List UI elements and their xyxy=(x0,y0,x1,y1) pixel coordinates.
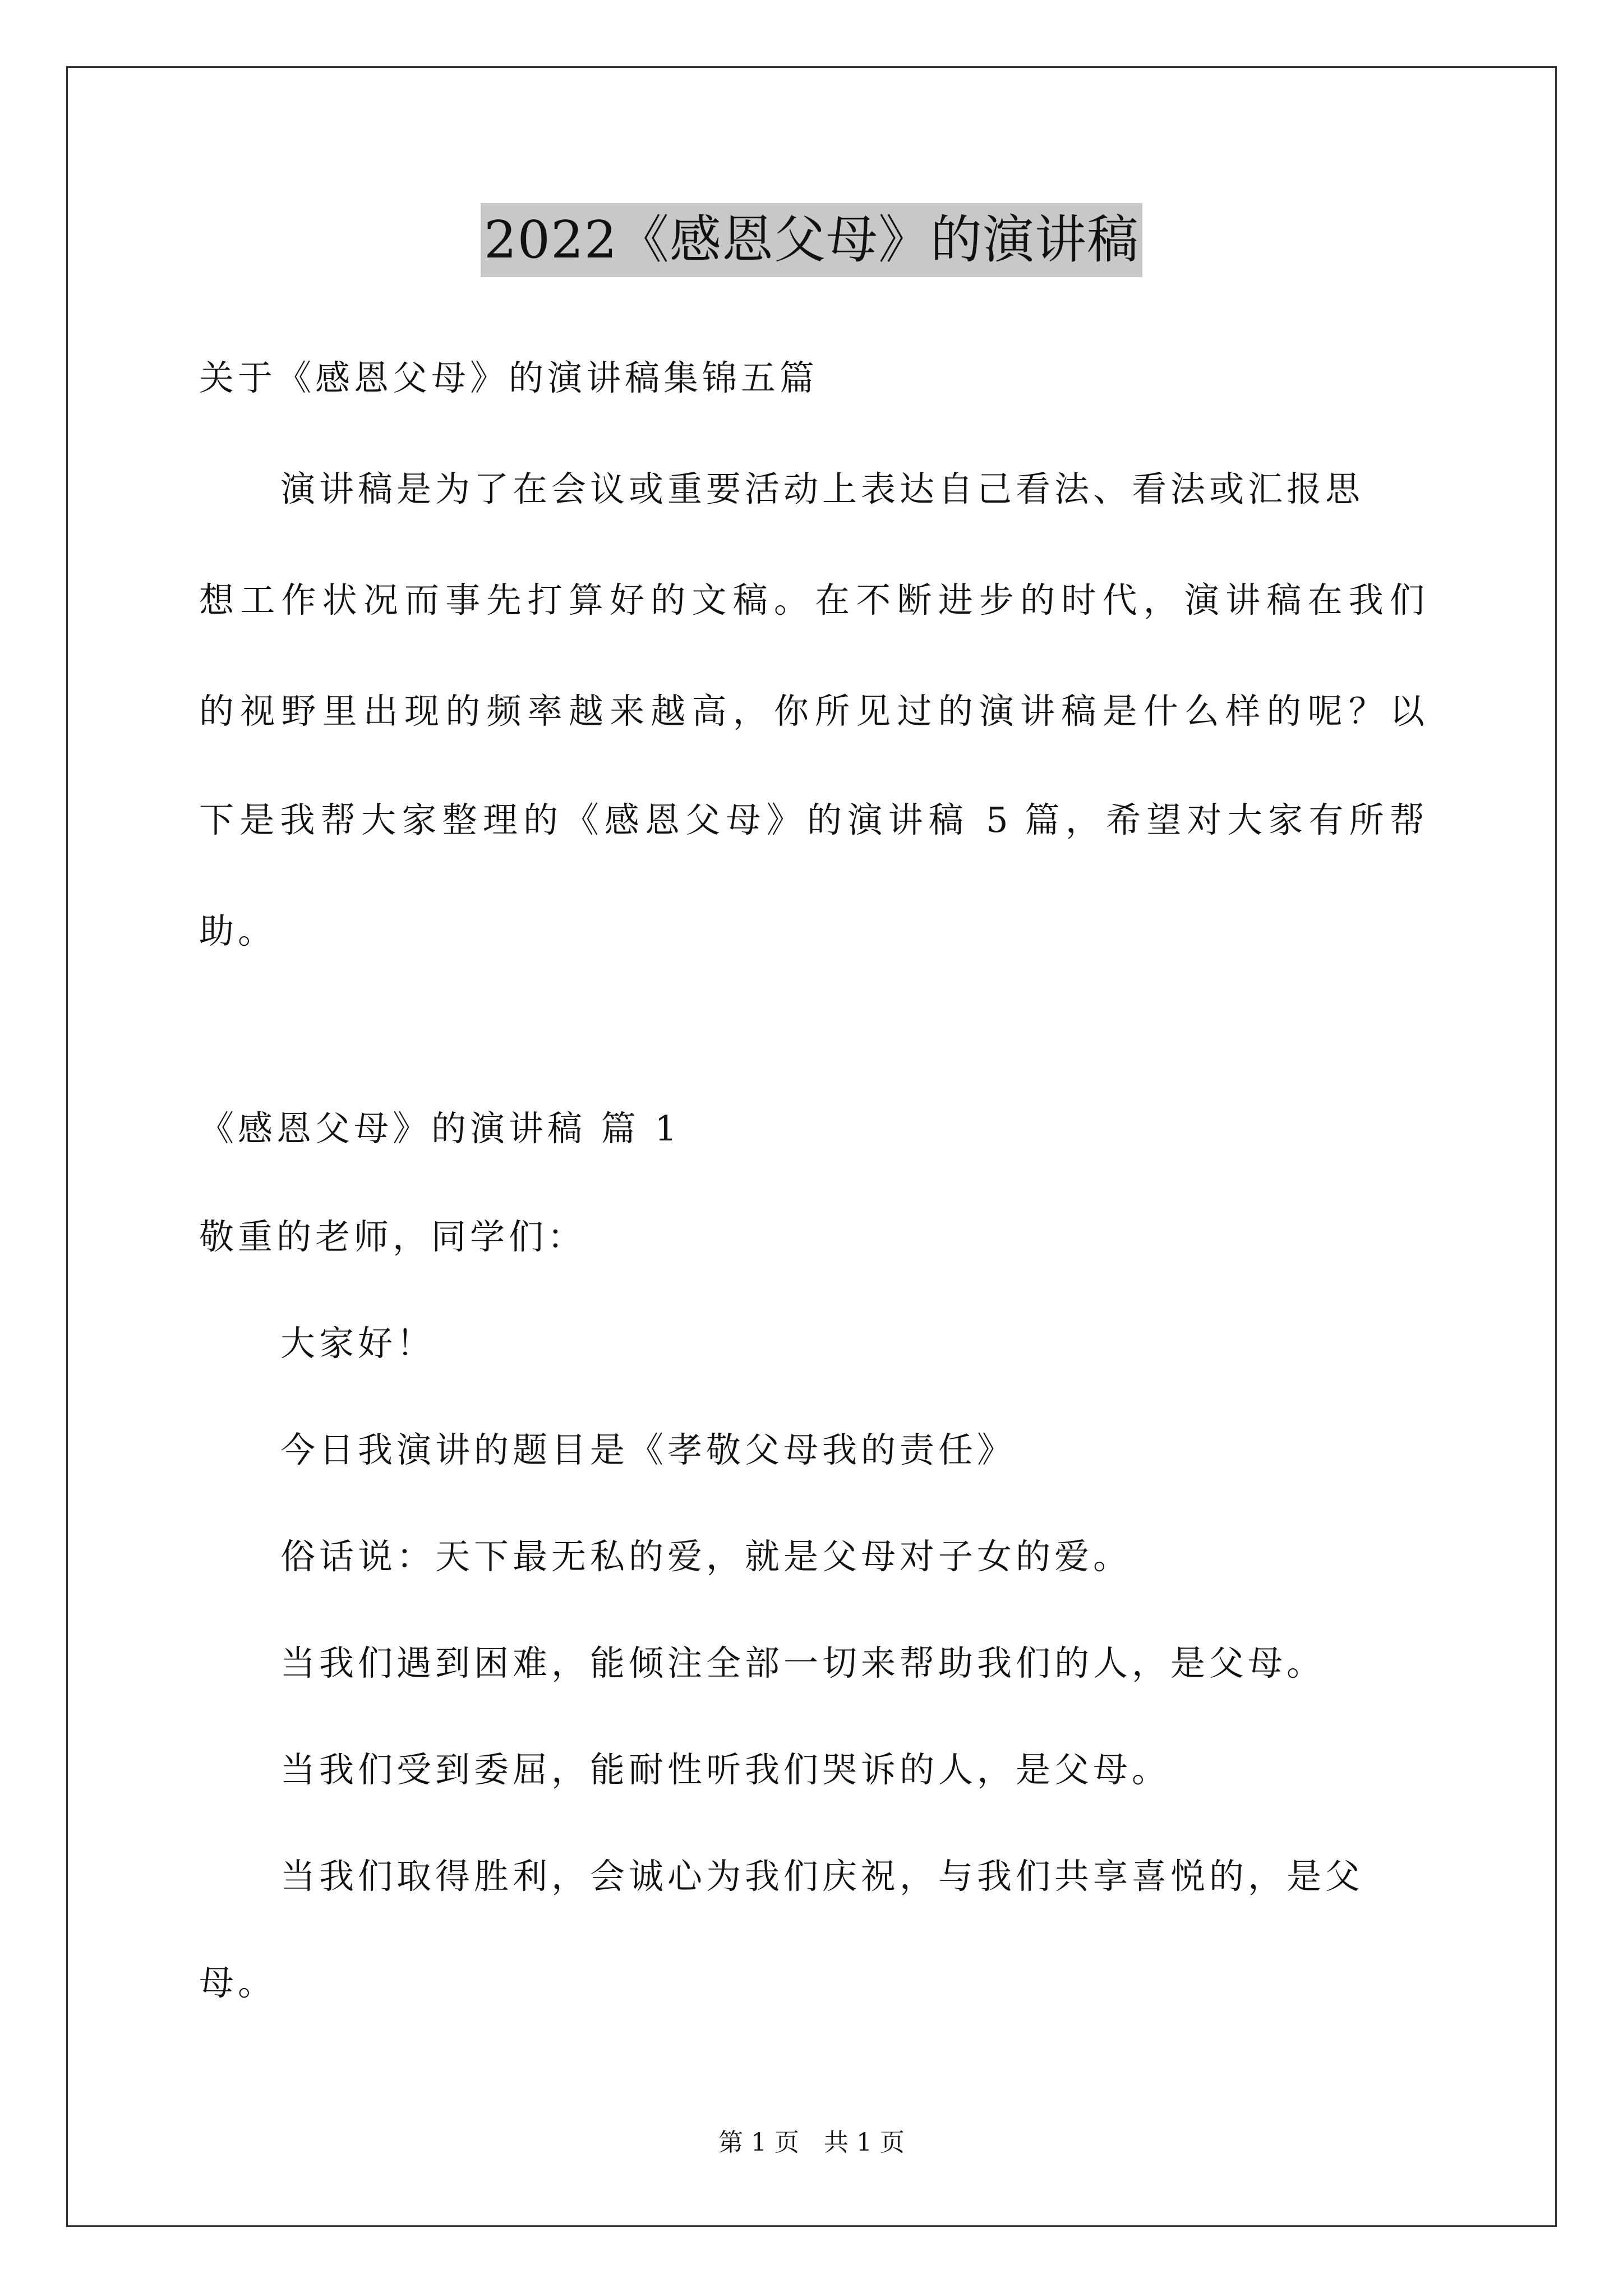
paragraph-difficulty: 当我们遇到困难，能倾注全部一切来帮助我们的人，是父母。 xyxy=(280,1642,1326,1683)
paragraph-grievance: 当我们受到委屈，能耐性听我们哭诉的人，是父母。 xyxy=(280,1749,1171,1790)
intro-line: 演讲稿是为了在会议或重要活动上表达自己看法、看法或汇报思 xyxy=(280,468,1364,509)
greeting: 大家好！ xyxy=(280,1323,436,1364)
salutation: 敬重的老师，同学们： xyxy=(199,1216,587,1257)
page-footer: 第 1 页 共 1 页 xyxy=(718,2128,905,2157)
intro-line: 的视野里出现的频率越来越高，你所见过的演讲稿是什么样的呢？以 xyxy=(199,691,1424,731)
document-title: 2022《感恩父母》的演讲稿 xyxy=(481,203,1142,277)
saying-line: 俗话说：天下最无私的爱，就是父母对子女的爱。 xyxy=(280,1536,1132,1577)
intro-line: 助。 xyxy=(199,910,277,951)
intro-line: 下是我帮大家整理的《感恩父母》的演讲稿 5 篇，希望对大家有所帮 xyxy=(199,799,1424,840)
topic-line: 今日我演讲的题目是《孝敬父母我的责任》 xyxy=(280,1429,1016,1470)
section-heading: 《感恩父母》的演讲稿 篇 1 xyxy=(199,1108,681,1149)
paragraph-victory-line: 当我们取得胜利，会诚心为我们庆祝，与我们共享喜悦的，是父 xyxy=(280,1856,1364,1897)
title-container xyxy=(0,203,1623,277)
paragraph-victory-line: 母。 xyxy=(199,1962,277,2003)
intro-line: 想工作状况而事先打算好的文稿。在不断进步的时代，演讲稿在我们 xyxy=(199,579,1424,620)
document-subtitle: 关于《感恩父母》的演讲稿集锦五篇 xyxy=(199,357,819,398)
